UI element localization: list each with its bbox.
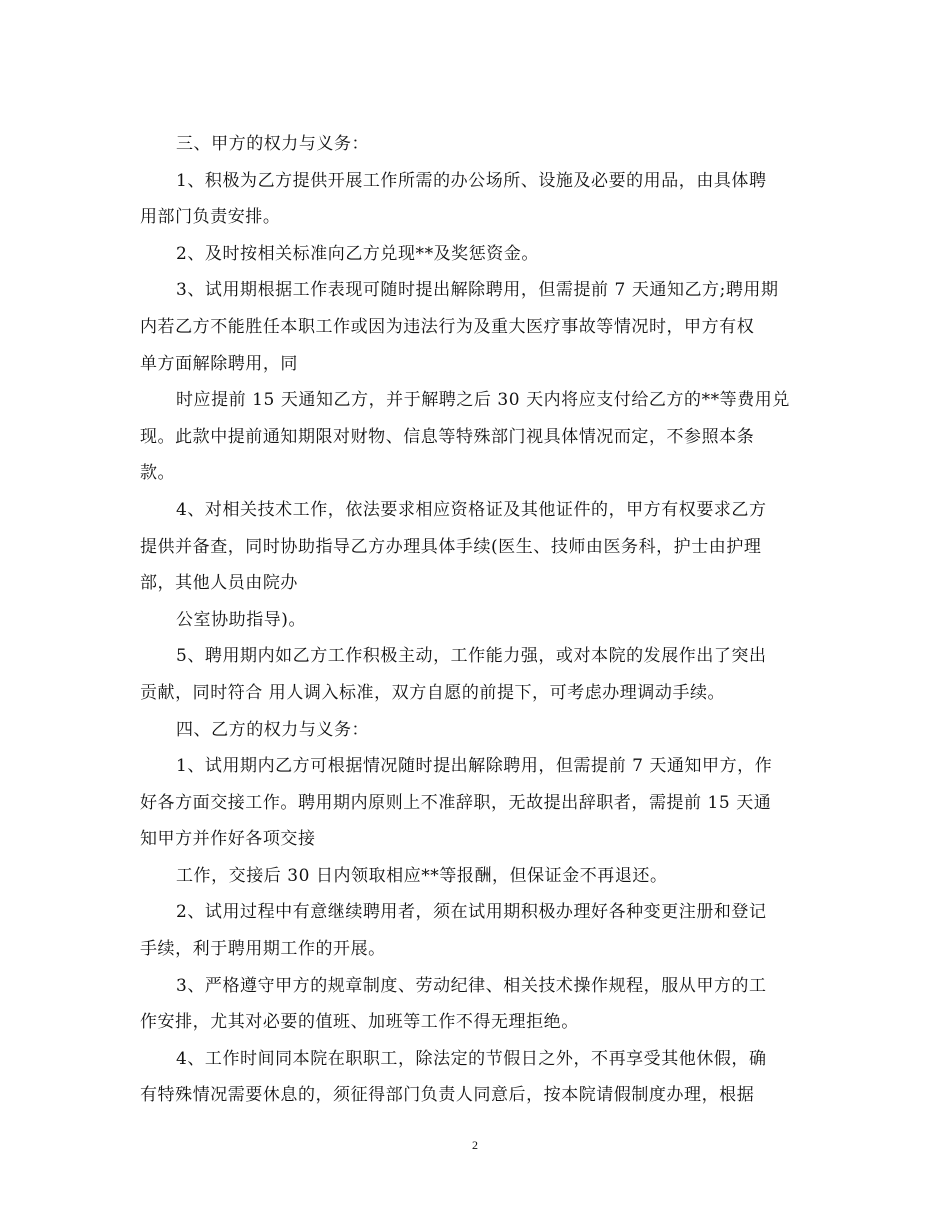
text-line: 5、聘用期内如乙方工作积极主动，工作能力强，或对本院的发展作出了突出 (176, 646, 767, 667)
text-line: 1、积极为乙方提供开展工作所需的办公场所、设施及必要的用品，由具体聘 (176, 170, 767, 191)
text-line: 时应提前 15 天通知乙方，并于解聘之后 30 天内将应支付给乙方的**等费用兑 (176, 390, 790, 411)
text-line: 公室协助指导)。 (176, 609, 307, 630)
text-line: 内若乙方不能胜任本职工作或因为违法行为及重大医疗事故等情况时，甲方有权 (140, 316, 755, 337)
page-number: 2 (472, 1138, 478, 1152)
text-line: 部，其他人员由院办 (140, 573, 298, 594)
text-line: 三、甲方的权力与义务： (176, 134, 370, 154)
text-line: 好各方面交接工作。聘用期内原则上不准辞职，无故提出辞职者，需提前 15 天通 (140, 792, 772, 813)
text-line: 3、试用期根据工作表现可随时提出解除聘用，但需提前 7 天通知乙方;聘用期 (176, 280, 779, 301)
text-line: 2、及时按相关标准向乙方兑现**及奖惩资金。 (176, 243, 539, 264)
text-line: 用部门负责安排。 (140, 207, 281, 228)
text-line: 提供并备查，同时协助指导乙方办理具体手续(医生、技师由医务科，护士由护理 (140, 536, 762, 557)
text-line: 单方面解除聘用，同 (140, 353, 298, 374)
text-line: 3、严格遵守甲方的规章制度、劳动纪律、相关技术操作规程，服从甲方的工 (176, 975, 767, 996)
text-line: 款。 (140, 463, 176, 484)
text-line: 知甲方并作好各项交接 (140, 829, 316, 850)
text-line: 有特殊情况需要休息的，须征得部门负责人同意后，按本院请假制度办理，根据 (140, 1085, 755, 1106)
document-body (140, 126, 805, 1114)
text-line: 贡献，同时符合 用人调入标准，双方自愿的前提下，可考虑办理调动手续。 (140, 682, 726, 703)
text-line: 四、乙方的权力与义务： (176, 719, 370, 740)
text-line: 工作，交接后 30 日内领取相应**等报酬，但保证金不再退还。 (176, 865, 668, 886)
text-line: 1、试用期内乙方可根据情况随时提出解除聘用，但需提前 7 天通知甲方，作 (176, 756, 773, 777)
text-line: 手续，利于聘用期工作的开展。 (140, 939, 386, 960)
text-line: 作安排，尤其对必要的值班、加班等工作不得无理拒绝。 (140, 1012, 579, 1033)
text-line: 4、对相关技术工作，依法要求相应资格证及其他证件的，甲方有权要求乙方 (176, 499, 767, 520)
text-line: 4、工作时间同本院在职职工，除法定的节假日之外，不再享受其他休假，确 (176, 1048, 767, 1069)
text-line: 现。此款中提前通知期限对财物、信息等特殊部门视具体情况而定，不参照本条 (140, 426, 755, 447)
text-line: 2、试用过程中有意继续聘用者，须在试用期积极办理好各种变更注册和登记 (176, 902, 767, 923)
